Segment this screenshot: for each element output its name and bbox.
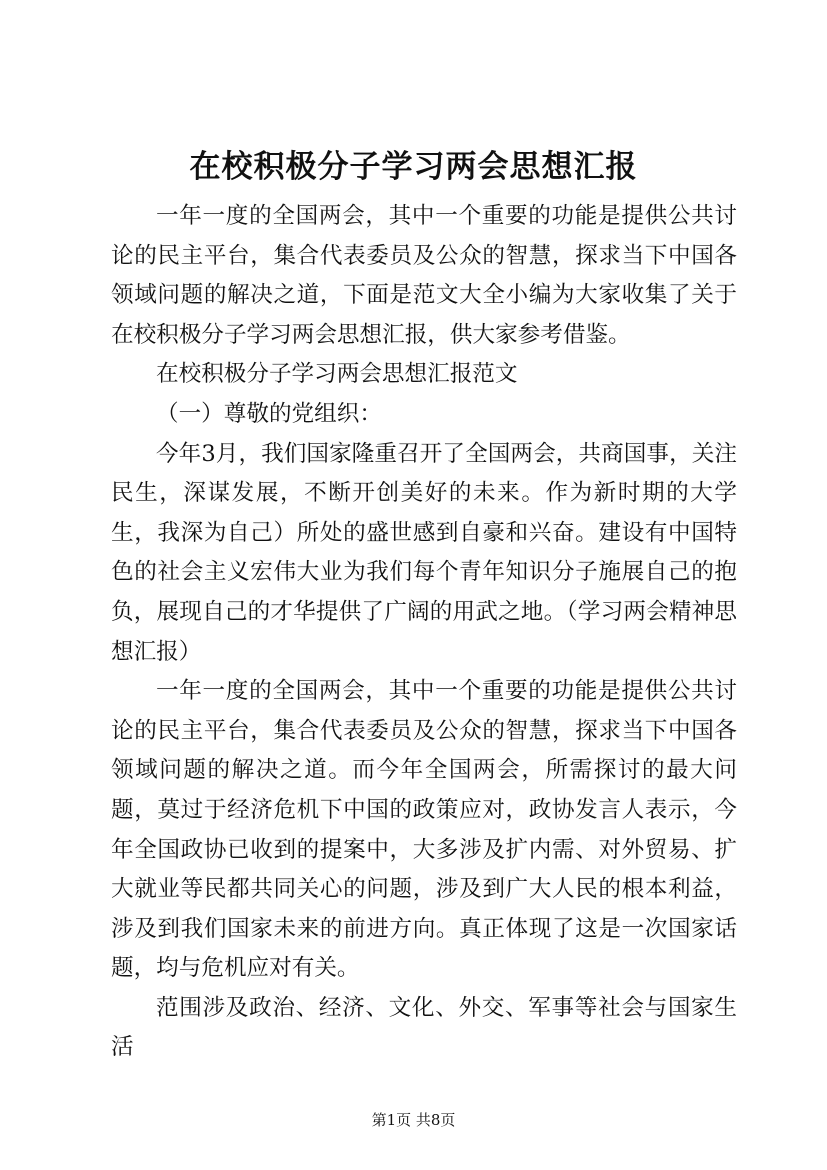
document-title: 在校积极分子学习两会思想汇报 — [189, 149, 638, 185]
paragraph-intro: 一年一度的全国两会，其中一个重要的功能是提供公共讨论的民主平台，集合代表委员及公众的智慧，探求当下中国各领域问题的解决之道，下面是范文大全小编为大家收集了关于在校积极分子学习两会思想汇报，供大家参考借鉴。 — [111, 203, 737, 348]
paragraph-salutation: （一）尊敬的党组织： — [156, 400, 382, 427]
document-body — [111, 197, 737, 1068]
page-footer: 第1页 共8页 — [371, 1111, 456, 1129]
paragraph-body-1: 今年3月，我们国家隆重召开了全国两会，共商国事，关注民生，深谋发展，不断开创美好的未来。作为新时期的大学生，我深为自己）所处的盛世感到自豪和兴奋。建设有中国特色的社会主义宏伟大业为我们每个青年知识分子施展自己的抱负，展现自己的才华提供了广阔的用武之地。（学习两会精神思想汇报） — [111, 440, 737, 665]
paragraph-body-3: 范围涉及政治、经济、文化、外交、军事等社会与国家生活 — [111, 994, 737, 1061]
paragraph-subtitle: 在校积极分子学习两会思想汇报范文 — [156, 361, 518, 388]
paragraph-body-2: 一年一度的全国两会，其中一个重要的功能是提供公共讨论的民主平台，集合代表委员及公众的智慧，探求当下中国各领域问题的解决之道。而今年全国两会，所需探讨的最大问题，莫过于经济危机下中国的政策应对，政协发言人表示，今年全国政协已收到的提案中，大多涉及扩内需、对外贸易、扩大就业等民都共同关心的问题，涉及到广大人民的根本利益，涉及到我们国家未来的前进方向。真正体现了这是一次国家话题，均与危机应对有关。 — [111, 678, 737, 982]
